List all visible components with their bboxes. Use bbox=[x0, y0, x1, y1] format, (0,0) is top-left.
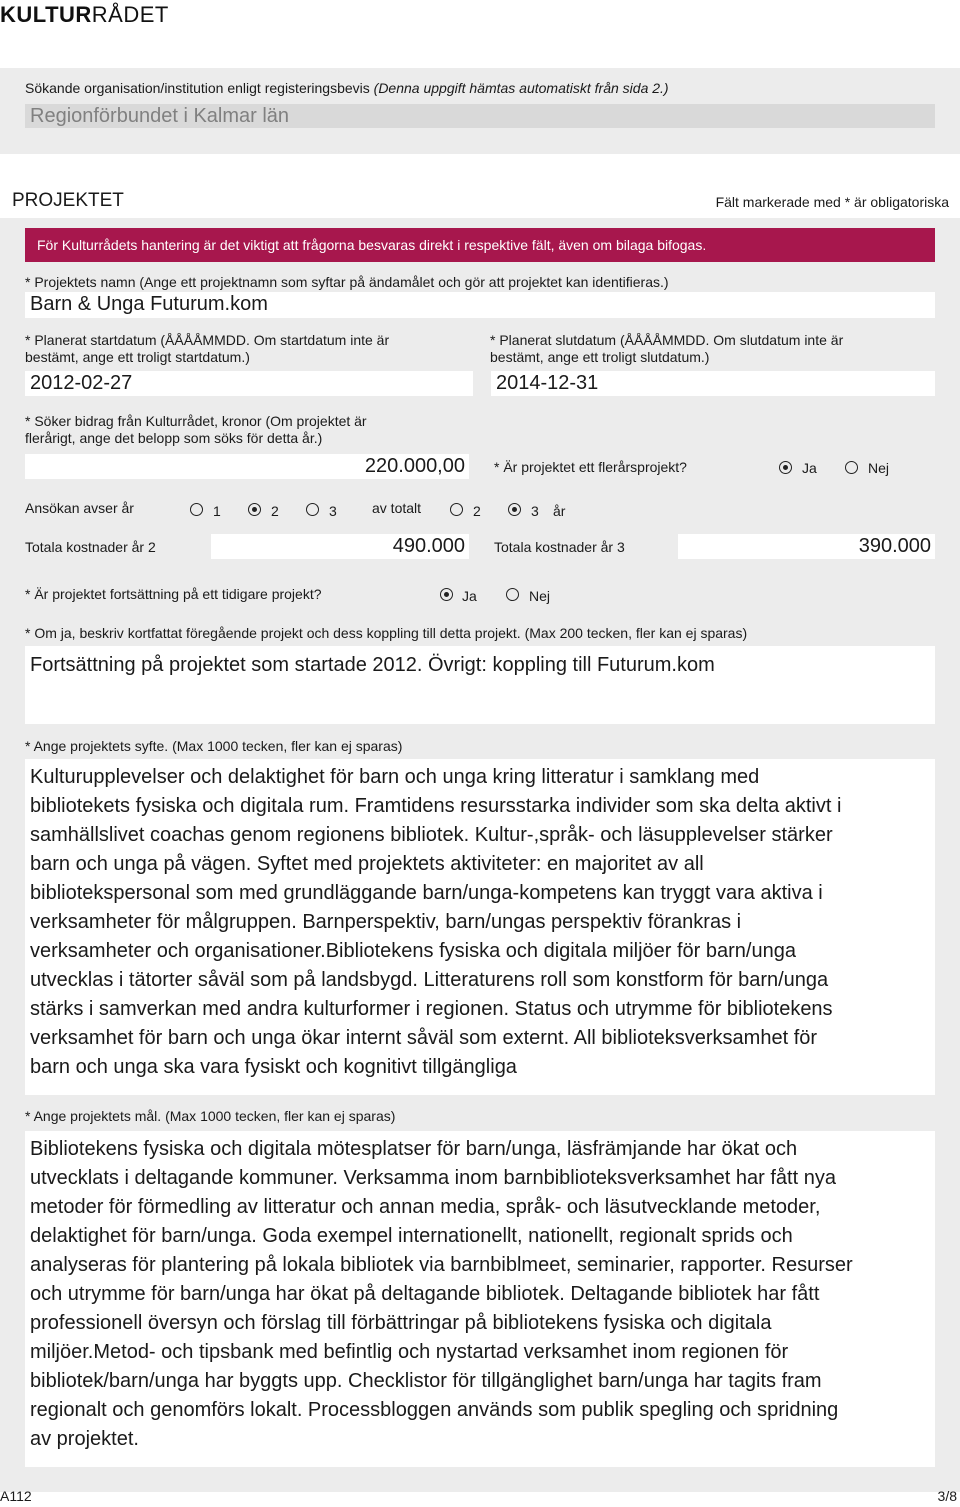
year-2-label: 2 bbox=[271, 503, 279, 519]
applicant-field: Regionförbundet i Kalmar län bbox=[25, 104, 935, 128]
purpose-field[interactable] bbox=[25, 759, 935, 1095]
goals-line: regionalt och genomförs lokalt. Processbloggen används som publik spegling och spridning bbox=[30, 1399, 839, 1421]
year-3-radio[interactable] bbox=[306, 503, 319, 516]
goals-line: delaktighet för barn/unga. Goda exempel internationellt, nationellt, regionalt sprids och bbox=[30, 1225, 793, 1247]
purpose-line: verksamheter för målgruppen. Barnperspektiv, barn/ungas perspektiv förankras i bbox=[30, 911, 742, 933]
form-id: A112 bbox=[0, 1488, 32, 1504]
goals-line: Bibliotekens fysiska och digitala mötesplatser för barn/unga, läsfrämjande har ökat och bbox=[30, 1138, 798, 1160]
purpose-line: utvecklas i tätorter såväl som på landsbygd. Litteraturens roll som konstform för barn/unga bbox=[30, 969, 829, 991]
info-banner: För Kulturrådets hantering är det viktigt att frågorna besvaras direkt i respektive fält, även om bilaga bifogas. bbox=[25, 228, 935, 262]
multiyear-no-label: Nej bbox=[868, 460, 890, 476]
end-date-label-line2: bestämt, ange ett troligt slutdatum.) bbox=[490, 349, 710, 365]
goals-line: av projektet. bbox=[30, 1428, 139, 1450]
goals-line: bibliotek/barn/unga har byggts upp. Checklistor för tillgänglighet barn/unga har tagits fram bbox=[30, 1370, 822, 1392]
start-date-label-line1: * Planerat startdatum (ÅÅÅÅMMDD. Om startdatum inte är bbox=[25, 332, 390, 348]
purpose-line: bibliotekspersonal som med grundläggande barn/unga-kompetens kan tryggt vara aktiva i bbox=[30, 882, 823, 904]
amount-label bbox=[25, 413, 367, 447]
goals-line: professionell översyn och förslag till förbättringar på bibliotekens fysiska och digitala bbox=[30, 1312, 772, 1334]
total-2-radio[interactable] bbox=[450, 503, 463, 516]
applicant-label-note: (Denna uppgift hämtas automatiskt från sida 2.) bbox=[373, 80, 669, 96]
year-1-radio[interactable] bbox=[190, 503, 203, 516]
year-3-label: 3 bbox=[329, 503, 337, 519]
multiyear-yes-label: Ja bbox=[802, 460, 817, 476]
amount-field[interactable]: 220.000,00 bbox=[25, 454, 469, 479]
page-number: 3/8 bbox=[937, 1488, 957, 1504]
continuation-label: * Är projektet fortsättning på ett tidigare projekt? bbox=[25, 586, 322, 602]
cost-year2-field[interactable]: 490.000 bbox=[211, 534, 469, 559]
continuation-no-label: Nej bbox=[529, 588, 551, 604]
start-date-label-line2: bestämt, ange ett troligt startdatum.) bbox=[25, 349, 250, 365]
goals-line: utvecklats i deltagande kommuner. Verksamma inom barnbiblioteksverksamhet har fått nya bbox=[30, 1167, 836, 1189]
continuation-desc-field[interactable]: Fortsättning på projektet som startade 2012. Övrigt: koppling till Futurum.kom bbox=[25, 646, 935, 724]
logo-thin-text: RÅDET bbox=[91, 2, 169, 27]
of-total-label: av totalt bbox=[372, 500, 422, 516]
goals-line: metoder för förmedling av litteratur och annan media, språk- och läsutvecklande metoder, bbox=[30, 1196, 821, 1218]
purpose-label: * Ange projektets syfte. (Max 1000 tecken, fler kan ej sparas) bbox=[25, 738, 403, 754]
total-3-radio[interactable] bbox=[508, 503, 521, 516]
applicant-label-text: Sökande organisation/institution enligt registeringsbevis bbox=[25, 80, 370, 96]
year-suffix: år bbox=[553, 503, 566, 519]
start-date-label bbox=[25, 332, 389, 366]
goals-field[interactable] bbox=[25, 1131, 935, 1467]
continuation-yes-radio[interactable] bbox=[440, 588, 453, 601]
cost-year2-label: Totala kostnader år 2 bbox=[25, 539, 156, 555]
purpose-line: bibliotekets fysiska och digitala rum. Framtidens resursstarka individer som ska delta aktivt i bbox=[30, 795, 842, 817]
goals-line: analyseras för plantering på lokala bibliotek via barnbiblmeet, seminarier, rapporter. Resurser bbox=[30, 1254, 853, 1276]
logo-bold-text: KULTUR bbox=[0, 2, 92, 27]
year-1-label: 1 bbox=[213, 503, 221, 519]
kulturradet-logo bbox=[0, 2, 169, 28]
required-note: Fält markerade med * är obligatoriska bbox=[715, 194, 949, 210]
purpose-line: samhällslivet coachas genom regionens bibliotek. Kultur-,språk- och läsupplevelser stärker bbox=[30, 824, 833, 846]
end-date-field[interactable]: 2014-12-31 bbox=[491, 371, 935, 396]
continuation-yes-label: Ja bbox=[462, 588, 477, 604]
section-title: PROJEKTET bbox=[12, 190, 124, 211]
purpose-line: barn och unga ska vara fysiskt och kognitivt tillgängliga bbox=[30, 1056, 517, 1078]
total-2-label: 2 bbox=[473, 503, 481, 519]
purpose-line: verksamheter och organisationer.Bibliotekens fysiska och digitala miljöer för barn/unga bbox=[30, 940, 796, 962]
purpose-line: stärks i samverkan med andra kulturformer i regionen. Status och utrymme för bibliotekens bbox=[30, 998, 833, 1020]
applicant-label bbox=[25, 80, 669, 97]
multiyear-label: * Är projektet ett flerårsprojekt? bbox=[494, 459, 687, 475]
amount-label-line2: flerårigt, ange det belopp som söks för detta år.) bbox=[25, 430, 323, 446]
goals-line: miljöer.Metod- och tipsbank med befintlig och nystartad verksamhet inom regionen för bbox=[30, 1341, 789, 1363]
continuation-desc-label: * Om ja, beskriv kortfattat föregående projekt och dess koppling till detta projekt. (Max 200 tecken, fler kan ej sparas) bbox=[25, 625, 748, 641]
purpose-line: barn och unga på vägen. Syftet med projektets aktiviteter: en majoritet av all bbox=[30, 853, 704, 875]
purpose-line: verksamhet för barn och unga ökar internt såväl som externt. All biblioteksverksamhet för bbox=[30, 1027, 818, 1049]
end-date-label-line1: * Planerat slutdatum (ÅÅÅÅMMDD. Om slutdatum inte är bbox=[490, 332, 844, 348]
end-date-label bbox=[490, 332, 843, 366]
cost-year3-label: Totala kostnader år 3 bbox=[494, 539, 625, 555]
purpose-line: Kulturupplevelser och delaktighet för barn och unga kring litteratur i samklang med bbox=[30, 766, 760, 788]
total-3-label: 3 bbox=[531, 503, 539, 519]
goals-label: * Ange projektets mål. (Max 1000 tecken, fler kan ej sparas) bbox=[25, 1108, 396, 1124]
multiyear-no-radio[interactable] bbox=[845, 461, 858, 474]
cost-year3-field[interactable]: 390.000 bbox=[678, 534, 935, 559]
multiyear-yes-radio[interactable] bbox=[779, 461, 792, 474]
year-2-radio[interactable] bbox=[248, 503, 261, 516]
project-name-field[interactable]: Barn & Unga Futurum.kom bbox=[25, 292, 935, 318]
continuation-no-radio[interactable] bbox=[506, 588, 519, 601]
goals-line: och utrymme för barn/unga har ökat på deltagande bibliotek. Deltagande bibliotek har fått bbox=[30, 1283, 820, 1305]
start-date-field[interactable]: 2012-02-27 bbox=[25, 371, 473, 396]
amount-label-line1: * Söker bidrag från Kulturrådet, kronor (Om projektet är bbox=[25, 413, 367, 429]
project-name-label: * Projektets namn (Ange ett projektnamn som syftar på ändamålet och gör att projektet kan identifieras.) bbox=[25, 274, 669, 290]
year-label: Ansökan avser år bbox=[25, 500, 134, 516]
